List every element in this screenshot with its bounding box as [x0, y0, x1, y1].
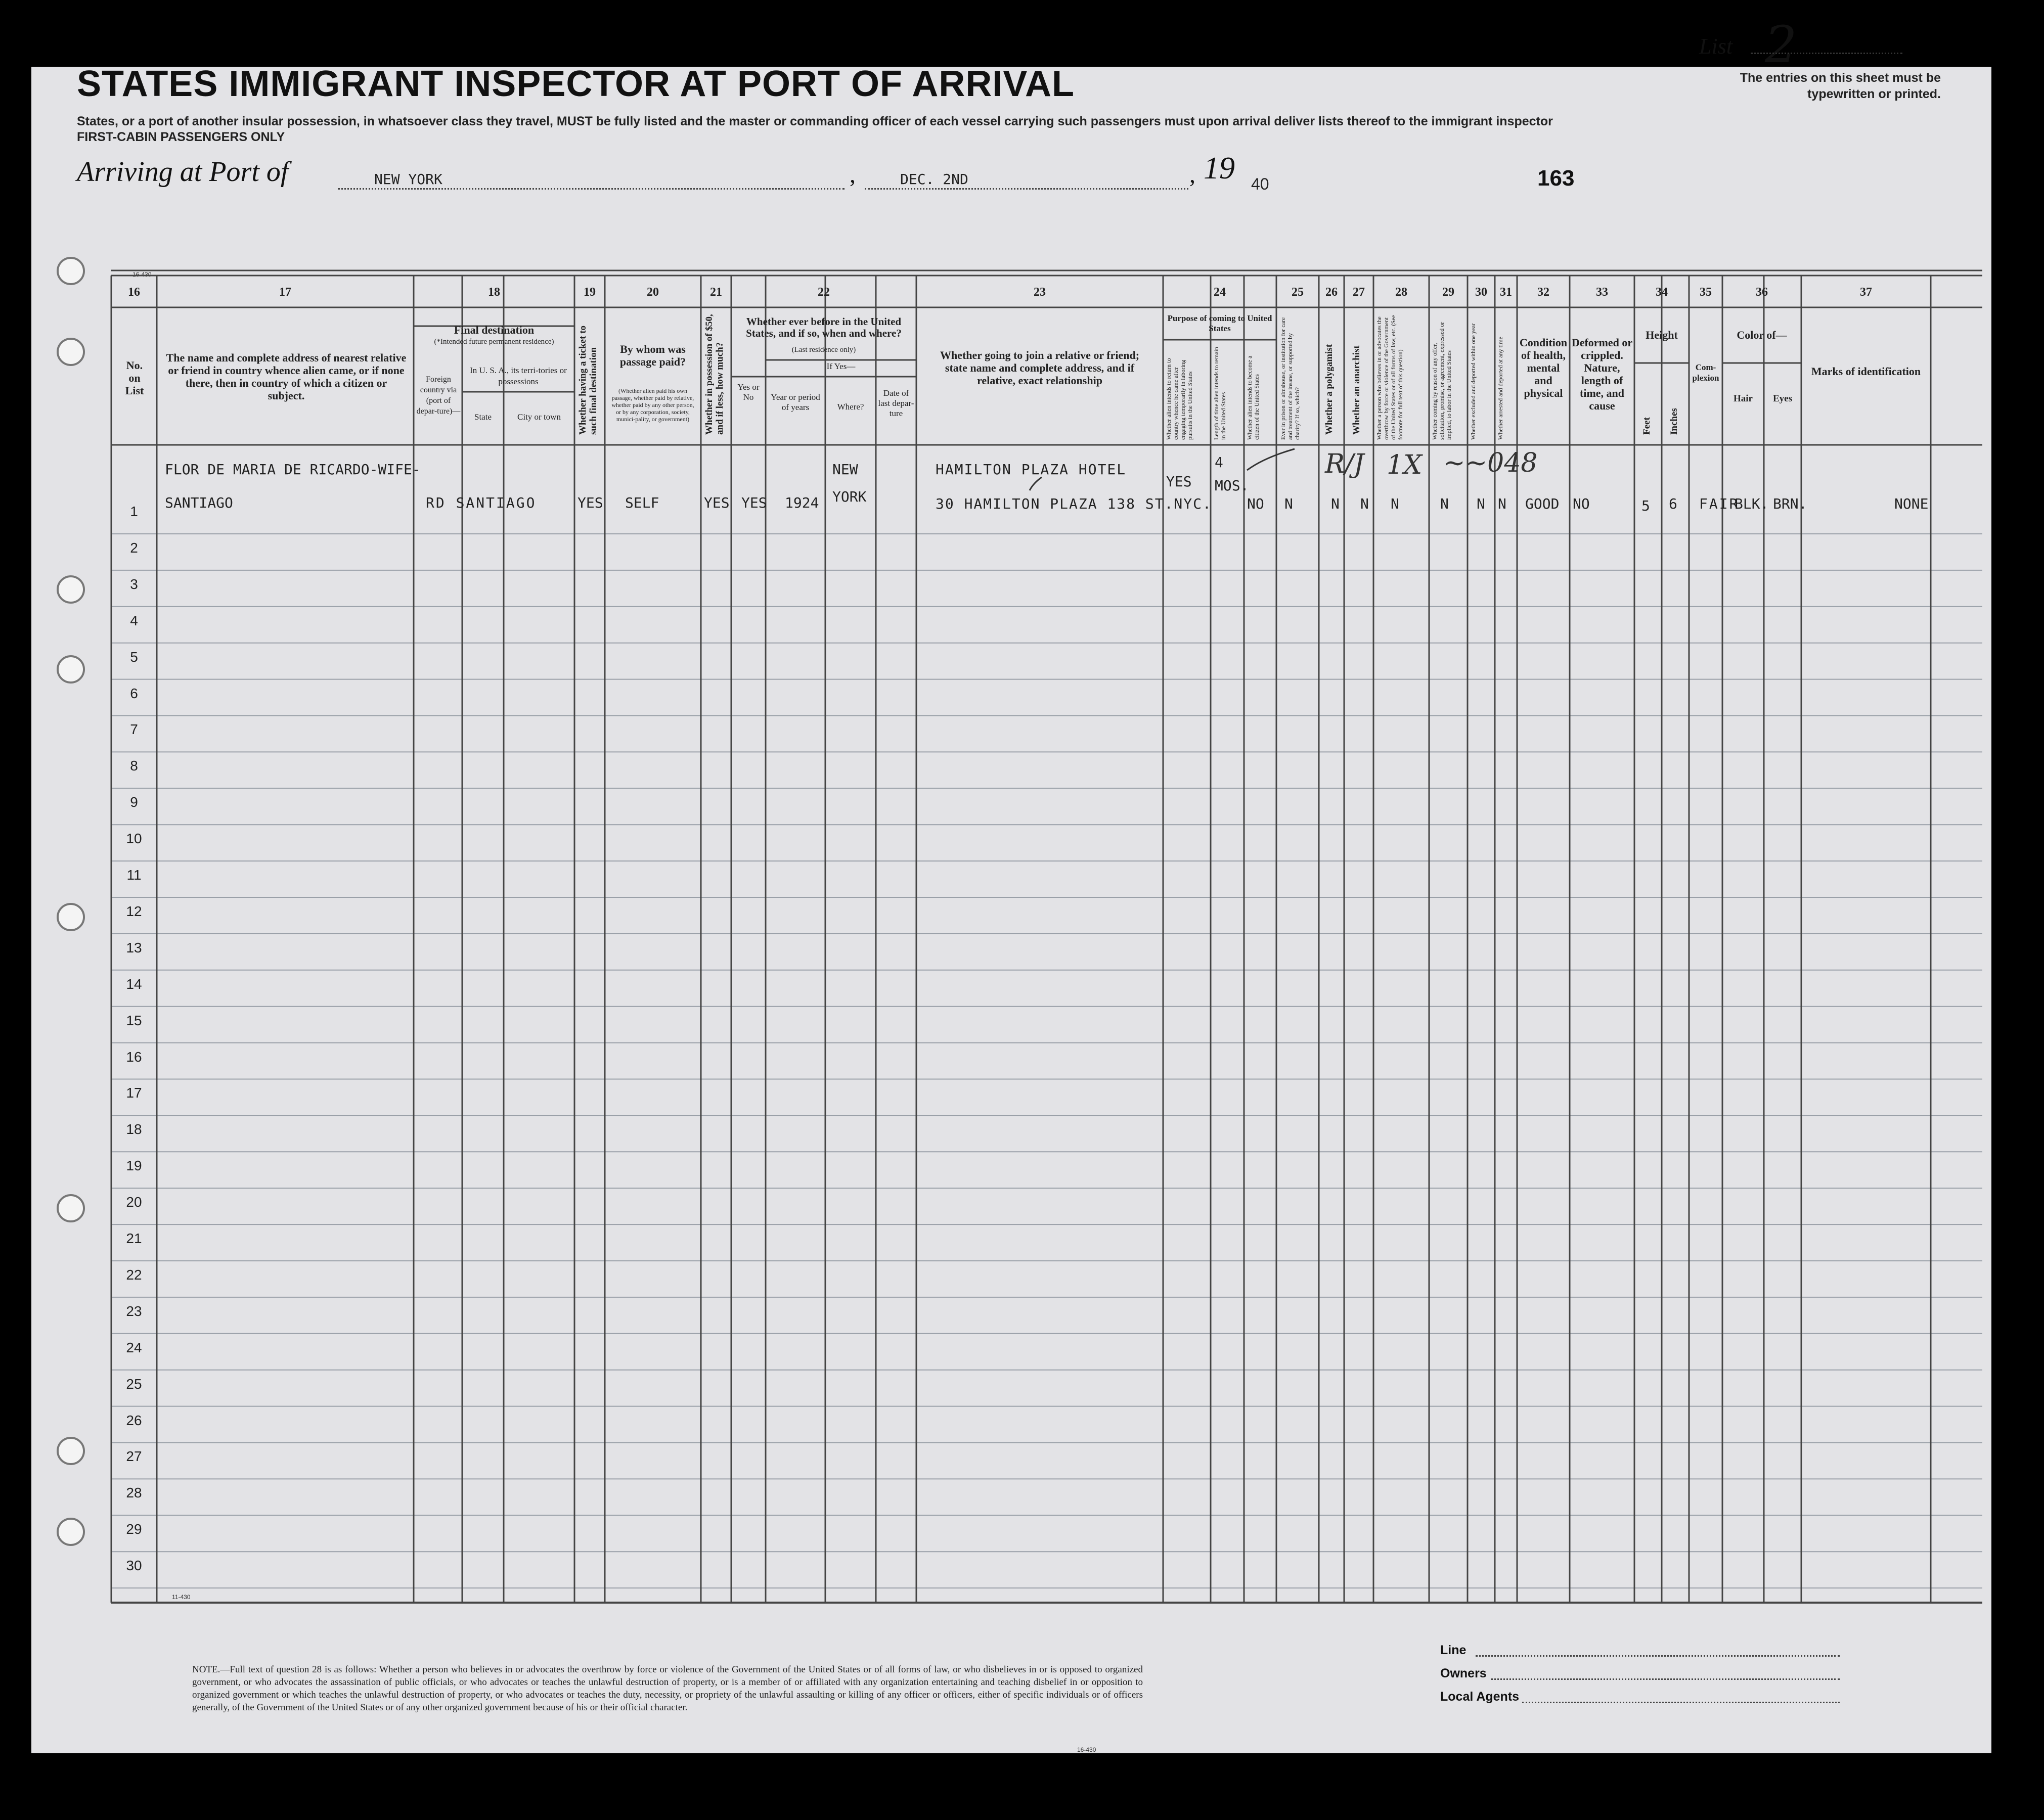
col-35-number: 35 [1700, 286, 1712, 299]
row-number: 23 [126, 1303, 142, 1319]
entry-excluded: N [1477, 495, 1485, 512]
row-number: 16 [126, 1049, 142, 1065]
row-number: 12 [126, 903, 142, 919]
col-23-number: 23 [1034, 286, 1046, 299]
col-34-number: 34 [1656, 286, 1668, 299]
row-number: 26 [126, 1412, 142, 1428]
entry-citizen: NO [1247, 495, 1264, 512]
header-eyes: Eyes [1773, 393, 1792, 404]
col-25-number: 25 [1292, 286, 1304, 299]
col-19-number: 19 [584, 286, 596, 299]
form-number: 16-430 [132, 271, 152, 278]
header-year-period: Year or period of years [771, 392, 820, 412]
row-number: 19 [126, 1158, 142, 1174]
entry-marks: NONE [1894, 495, 1929, 512]
entry-possession-50: YES [704, 494, 730, 511]
row-number: 25 [126, 1376, 142, 1392]
row-number: 10 [126, 831, 142, 847]
entry-prison: N [1284, 495, 1293, 512]
entry-contract: N [1440, 495, 1449, 512]
subtitle-first-cabin: FIRST-CABIN PASSENGERS ONLY [77, 130, 285, 144]
header-hair: Hair [1734, 393, 1753, 404]
entry-deformed: NO [1573, 495, 1590, 512]
row-number: 24 [126, 1339, 142, 1355]
row-number: 22 [126, 1266, 142, 1283]
entry-arrested: N [1498, 495, 1506, 512]
header-purpose-c: Whether alien intends to become a citizen of the United States [1246, 355, 1260, 440]
header-possession-50: Whether in possession of $50, and if less, how much? [704, 314, 725, 435]
entry-foreign-country: RD SANTIAGO [426, 494, 537, 511]
header-purpose-b: Length of time alien intends to remain in the United States [1213, 347, 1227, 440]
agents-field [1522, 1702, 1840, 1703]
entry-overthrow: N [1391, 495, 1399, 512]
list-number: 2 [1765, 15, 1797, 74]
header-where: Where? [837, 402, 864, 412]
row-number: 7 [130, 721, 138, 738]
row-number: 13 [126, 939, 142, 956]
header-anarchist: Whether an anarchist [1351, 345, 1362, 435]
header-marks: Marks of identification [1811, 365, 1921, 378]
header-color-of: Color of— [1737, 329, 1787, 341]
header-condition: Condition of health, mental and physical [1519, 336, 1568, 399]
owners-field [1491, 1678, 1840, 1680]
row-number: 20 [126, 1194, 142, 1210]
col-16-number: 16 [128, 286, 140, 299]
entry-anarchist: N [1360, 495, 1369, 512]
header-state: State [474, 412, 492, 422]
col-37-number: 37 [1860, 286, 1872, 299]
row-number: 5 [130, 649, 138, 665]
col-32-number: 32 [1537, 286, 1549, 299]
typewritten-note: The entries on this sheet must be typewritten or printed. [1740, 71, 1941, 101]
header-purpose-a: Whether alien intends to return to country whence he came after engaging temporarily in laboring pursuits in the United States [1165, 358, 1193, 440]
row-number: 1 [130, 504, 138, 519]
entry-where-line1: NEW [832, 461, 858, 478]
row-number: 3 [130, 576, 138, 592]
header-ever-before: Whether ever before in the United States, and if so, when and where? [746, 315, 902, 339]
header-feet: Feet [1641, 417, 1652, 435]
line-field [1476, 1655, 1840, 1657]
header-ever-before-note: (Last residence only) [791, 346, 856, 354]
col-33-number: 33 [1596, 286, 1608, 299]
arriving-port: NEW YORK [374, 171, 442, 188]
entry-polygamist: N [1331, 495, 1340, 512]
header-arrested: Whether arrested and deported at any time [1497, 337, 1504, 440]
entry-complexion: FAIR [1699, 495, 1740, 512]
form-number-footer: 16-430 [1077, 1746, 1096, 1753]
form-number-bottom: 11-430 [172, 1594, 191, 1601]
comma: , [850, 161, 856, 188]
header-deformed: Deformed or crippled. Nature, length of time, and cause [1571, 336, 1633, 412]
col-29-number: 29 [1442, 286, 1454, 299]
header-complexion: Com-plexion [1692, 362, 1719, 383]
row-number: 17 [126, 1085, 142, 1101]
header-relative-abroad: The name and complete address of nearest relative or friend in country whence alien came, or if none there, then in country of which a citizen or subject. [166, 351, 407, 402]
header-in-usa: In U. S. A., its terri-tories or possessions [470, 366, 567, 386]
comma: , [1189, 161, 1195, 188]
row-number: 15 [126, 1012, 142, 1028]
entry-length-line2: MOS. [1215, 477, 1249, 494]
col-26-number: 26 [1325, 286, 1338, 299]
header-no-on-list: No. on List [125, 359, 144, 397]
col-24-number: 24 [1214, 286, 1226, 299]
handwritten-mark-048: ~~048 [1443, 448, 1538, 478]
header-final-destination-note: (*Intended future permanent residence) [434, 338, 554, 346]
entry-join-line1: HAMILTON PLAZA HOTEL [936, 461, 1127, 478]
row-number: 14 [126, 976, 142, 992]
row-number: 2 [130, 539, 138, 556]
header-final-destination: Final destination [454, 324, 535, 336]
manifest-number: 163 [1537, 166, 1575, 191]
row-number: 9 [130, 794, 138, 810]
header-excluded: Whether excluded and deported within one year [1470, 323, 1477, 440]
handwritten-mark-rj: R/J [1325, 449, 1364, 479]
header-purpose: Purpose of coming to United States [1167, 313, 1272, 333]
entry-condition: GOOD [1525, 495, 1560, 512]
col-30-number: 30 [1475, 286, 1487, 299]
entry-relative-line2: SANTIAGO [165, 494, 233, 511]
entry-passage: SELF [625, 494, 659, 511]
col-36-number: 36 [1756, 286, 1768, 299]
entry-join-line2: 30 HAMILTON PLAZA 138 ST.NYC. [936, 495, 1212, 512]
row-number: 11 [126, 867, 142, 883]
col-18-number: 18 [488, 286, 500, 299]
entry-length-line1: 4 [1215, 454, 1223, 471]
row-number: 30 [126, 1558, 142, 1574]
arriving-label: Arriving at Port of [77, 156, 289, 188]
col-28-number: 28 [1395, 286, 1407, 299]
header-ticket: Whether having a ticket to such final destination [577, 325, 599, 435]
entry-where-line2: YORK [832, 488, 867, 505]
header-city: City or town [517, 412, 561, 422]
subtitle-text: States, or a port of another insular possession, in whatsoever class they travel, MUST be fully listed and the master or commanding officer of each vessel carrying such passengers must upon arrival deliver lists thereof to the immigrant inspector [77, 114, 1553, 128]
entry-inches: 6 [1669, 495, 1677, 512]
entry-relative-line1: FLOR DE MARIA DE RICARDO-WIFE- [165, 461, 421, 478]
col-20-number: 20 [647, 286, 659, 299]
page-title: STATES IMMIGRANT INSPECTOR AT PORT OF ARRIVAL [77, 64, 1075, 104]
header-prison: Ever in prison or almshouse, or institution for care and treatment of the insane, or supported by charity? If so, which? [1279, 317, 1301, 440]
year-suffix: 40 [1251, 175, 1269, 193]
entry-ticket: YES [577, 494, 603, 511]
header-join-relative: Whether going to join a relative or friend; state name and complete address, and if relative, exact relationship [940, 349, 1140, 387]
owners-label: Owners [1440, 1666, 1487, 1680]
row-number: 6 [130, 685, 138, 701]
row-number: 8 [130, 758, 138, 774]
list-label: List [1699, 34, 1733, 59]
handwritten-mark-1x: 1X [1387, 450, 1423, 480]
header-if-yes: If Yes— [826, 361, 856, 371]
agents-label: Local Agents [1440, 1690, 1520, 1704]
header-yes-no: Yes or No [737, 382, 760, 402]
header-overthrow: Whether a person who believes in or advocates the overthrow by force or violence of the Government of the United States or of all forms of law, etc. (See footnote for full text of this question) [1375, 315, 1404, 440]
year-prefix: 19 [1204, 151, 1235, 186]
col-21-number: 21 [710, 286, 722, 299]
row-number: 21 [126, 1231, 142, 1246]
entry-ever-before: YES [741, 494, 767, 511]
line-label: Line [1440, 1643, 1467, 1657]
header-passage-note: (Whether alien paid his own passage, whether paid by relative, whether paid by any other person, or by any corporation, society, munici-pality, or government) [611, 387, 694, 423]
entry-year: 1924 [785, 494, 819, 511]
header-height: Height [1646, 329, 1678, 341]
col-17-number: 17 [279, 286, 291, 299]
col-31-number: 31 [1500, 286, 1512, 299]
row-number: 28 [126, 1485, 142, 1501]
col-22-number: 22 [818, 286, 830, 299]
row-number: 29 [126, 1521, 142, 1537]
header-polygamist: Whether a polygamist [1324, 344, 1335, 435]
row-number: 27 [126, 1448, 142, 1465]
col-27-number: 27 [1353, 286, 1365, 299]
entry-hair: BLK. [1735, 495, 1769, 512]
row-number: 4 [130, 612, 138, 628]
header-contract: Whether coming by reason of any offer, solicitation, promise, or agreement, expressed or implied, to labor in the United States [1431, 322, 1452, 440]
row-number: 18 [126, 1121, 142, 1138]
entry-purpose-a: YES [1166, 473, 1192, 490]
entry-feet: 5 [1641, 497, 1650, 514]
entry-eyes: BRN. [1773, 495, 1807, 512]
arriving-date: DEC. 2ND [900, 171, 968, 188]
header-inches: Inches [1669, 408, 1679, 435]
header-foreign-country: Foreign country via (port of depar-ture)— [416, 375, 461, 416]
footnote-question-28: NOTE.—Full text of question 28 is as follows: Whether a person who believes in or advocates the overthrow by force or violence of the Government of the United States or of all forms of law, or who disbelieves in or is opposed to organized government, or who advocates the assassination of public officials, or who advocates or teaches the unlawful destruction of property, or is a member of or affiliated with any organization entertaining and teaching disbelief in or opposition to organized government or which teaches the unlawful destruction of property, or who advocates or teaches the duty, necessity, or propriety of the unlawful assaulting or killing of any officer or officers, either of specific individuals or of officers generally, of the Government of the United States or of any other organized government because of his or their official character. [192, 1664, 1143, 1713]
header-passage: By whom was passage paid? [619, 343, 686, 368]
header-date-departure: Date of last depar-ture [878, 388, 914, 418]
